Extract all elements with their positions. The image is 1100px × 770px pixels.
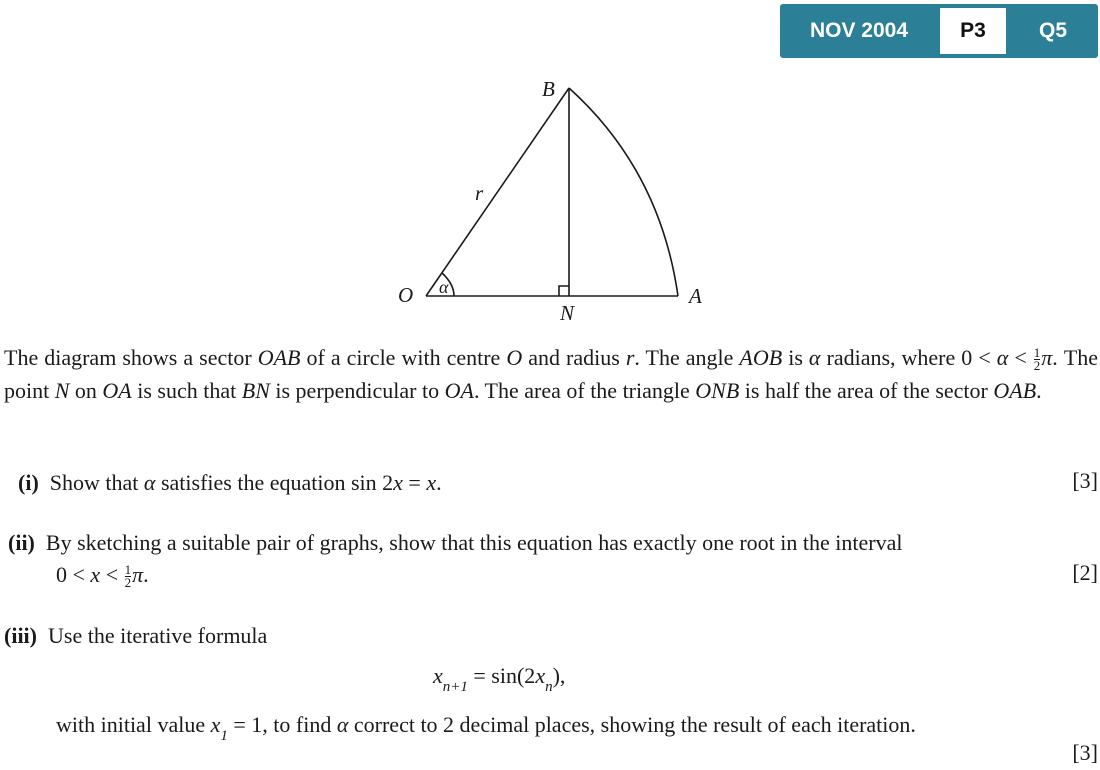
label-b: B (542, 77, 555, 101)
part-ii-interval: 0 < x < $\frac{1}{2}$ π. (56, 562, 149, 591)
part-i-number: (i) (18, 470, 39, 495)
part-i-marks: [3] (1072, 468, 1098, 493)
label-o: O (398, 283, 414, 307)
question-number-label: Q5 (1038, 19, 1067, 42)
question-reference-badge (780, 4, 1098, 58)
sector-diagram (380, 70, 720, 330)
part-i-text: (i) Show that α satisfies the equation sin 2x = x. (18, 470, 442, 495)
radius-ob (426, 88, 569, 296)
label-a: A (689, 284, 702, 308)
paper-number-label: P3 (940, 8, 1006, 54)
label-alpha: α (439, 277, 449, 297)
part-iii-text: (iii) Use the iterative formula (4, 623, 268, 648)
question-intro: The diagram shows a sector OAB of a circle with centre O and radius r. The angle AOB is α radians, where 0 < α < $\frac{1}{2}$ π. The point N on OA is such that BN is perpendicular to OA. The area of the triangle ONB is half the area of the sector OAB. (4, 345, 1099, 403)
iterative-formula: $x_{n+1} = \sin(2x_n)$, (433, 663, 566, 695)
sector-arc (569, 88, 678, 296)
right-angle-marker (559, 286, 569, 296)
part-iii-number: (iii) (4, 623, 37, 648)
part-iii-instruction: with initial value $x_1 = 1$, to find α correct to 2 decimal places, showing the result of each iteration. (56, 712, 916, 744)
label-r: r (475, 181, 484, 205)
part-iii-marks: [3] (1072, 740, 1098, 765)
part-ii-text: (ii) By sketching a suitable pair of graphs, show that this equation has exactly one root in the interval (8, 530, 903, 555)
fraction-half: $\frac{1}{2}$ (1033, 345, 1041, 374)
part-ii-number: (ii) (8, 530, 35, 555)
exam-session-label: NOV 2004 (809, 19, 909, 42)
label-n: N (560, 301, 575, 325)
part-ii-marks: [2] (1072, 560, 1098, 585)
fraction-half-ii: $\frac{1}{2}$ (124, 562, 132, 591)
